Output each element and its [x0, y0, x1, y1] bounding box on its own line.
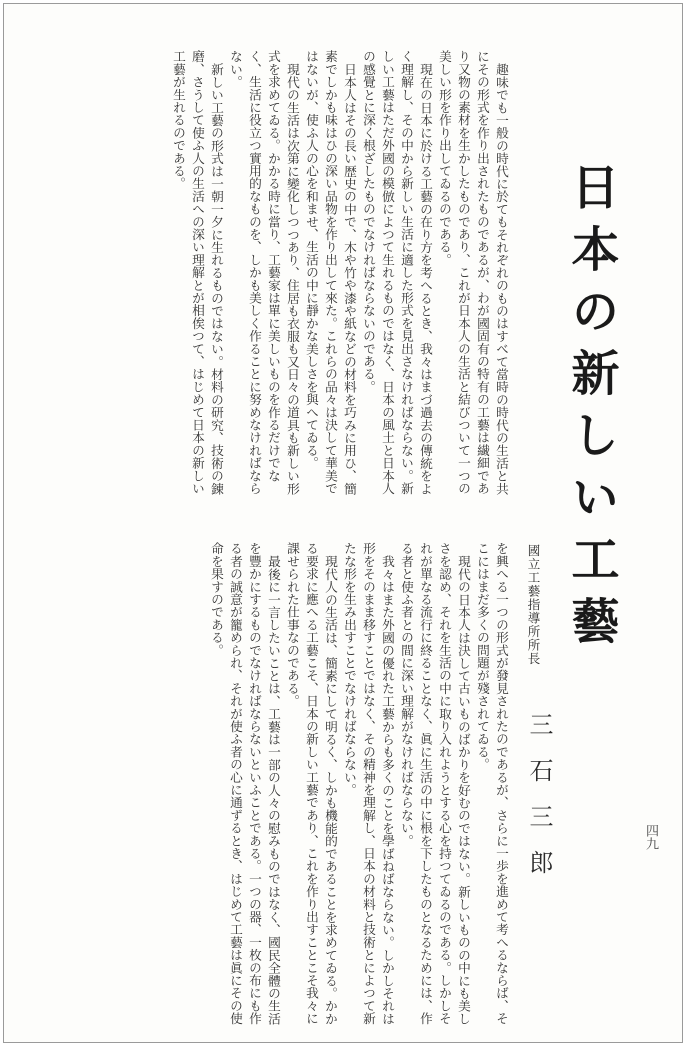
body-paragraph: 現代人の生活は、簡素にして明るく、しかも機能的であることを求めてゐる。かかる要求に應へる工藝こそ、日本の新しい工藝であり、これを作り出すことこそ我々に課せられた仕事なのである。	[285, 542, 338, 1025]
body-paragraph: 最後に一言したいことは、工藝は一部の人々の慰みものではなく、國民全體の生活を豐かにするものでなければならないといふことである。一つの器、一枚の布にも作る者の誠意が籠められ、それが使ふ者の心に通ずるとき、はじめて工藝は眞にその使命を果すのである。	[209, 542, 281, 1025]
body-paragraph: 日本人はその長い歴史の中で、木や竹や漆や紙などの材料を巧みに用ひ、簡素でしかも味はひの深い品物を作り出して來た。これらの品々は決して華美ではないが、使ふ人の心を和ませ、生活の中に靜かな美しさを與へてゐる。	[304, 50, 357, 495]
author-affiliation: 國立工藝指導所所長	[526, 544, 541, 666]
body-paragraph: 我々はまた外國の優れた工藝からも多くのことを學ばねばならない。しかしそれは形をそのまま移すことではなく、その精神を理解し、日本の材料と技術とによつて新たな形を生み出すことでなければならない。	[342, 542, 395, 1025]
body-paragraph: を興へる一つの形式が發見されたのであるが、さらに一歩を進めて考へるならば、そこにはまだ多くの問題が殘されてゐる。	[475, 542, 509, 1025]
body-paragraph: 現代の生活は次第に變化しつつあり、住居も衣服も又日々の道具も新しい形式を求めてゐる。かかる時に當り、工藝家は單に美しいものを作るだけでなく、生活に役立つ實用的なものを、しかも美しく作ることに努めなければならない。	[228, 50, 300, 495]
page	[3, 3, 683, 1043]
page-number: 四九	[643, 824, 658, 850]
lower-text-block	[18, 542, 511, 1032]
article-title: 日本の新しい工藝	[563, 162, 619, 658]
upper-text-block	[18, 50, 511, 500]
author-name: 三石三郎	[525, 712, 553, 896]
body-paragraph: 新しい工藝の形式は一朝一夕に生れるものではない。材料の研究、技術の錬磨、さうして使ふ人の生活への深い理解とが相俟つて、はじめて日本の新しい工藝が生れるのである。	[171, 50, 224, 495]
body-paragraph: 趣味でも一般の時代に於てもそれぞれのものはすべて當時の時代の生活と共にその形式を作り出されたものであるが、わが國固有の特有の工藝は繊細であり又物の素材を生かしたものであり、これが日本人の生活と結びついて一つの美しい形を作り出してゐるのである。	[437, 50, 509, 495]
body-paragraph: 現代の日本人は決して古いものばかりを好むのではない。新しいものの中にも美しさを認め、それを生活の中に取り入れようとする心を持つてゐるのである。しかしそれが單なる流行に終ることなく、眞に生活の中に根を下したものとなるためには、作る者と使ふ者との間に深い理解がなければならない。	[399, 542, 471, 1025]
body-paragraph: 現在の日本に於ける工藝の在り方を考へるとき、我々はまづ過去の傳統をよく理解し、その中から新しい生活に適した形式を見出さなければならない。新しい工藝はただ外國の模倣によつて生れるものではなく、日本の風土と日本人の感覺とに深く根ざしたものでなければならないのである。	[361, 50, 433, 495]
